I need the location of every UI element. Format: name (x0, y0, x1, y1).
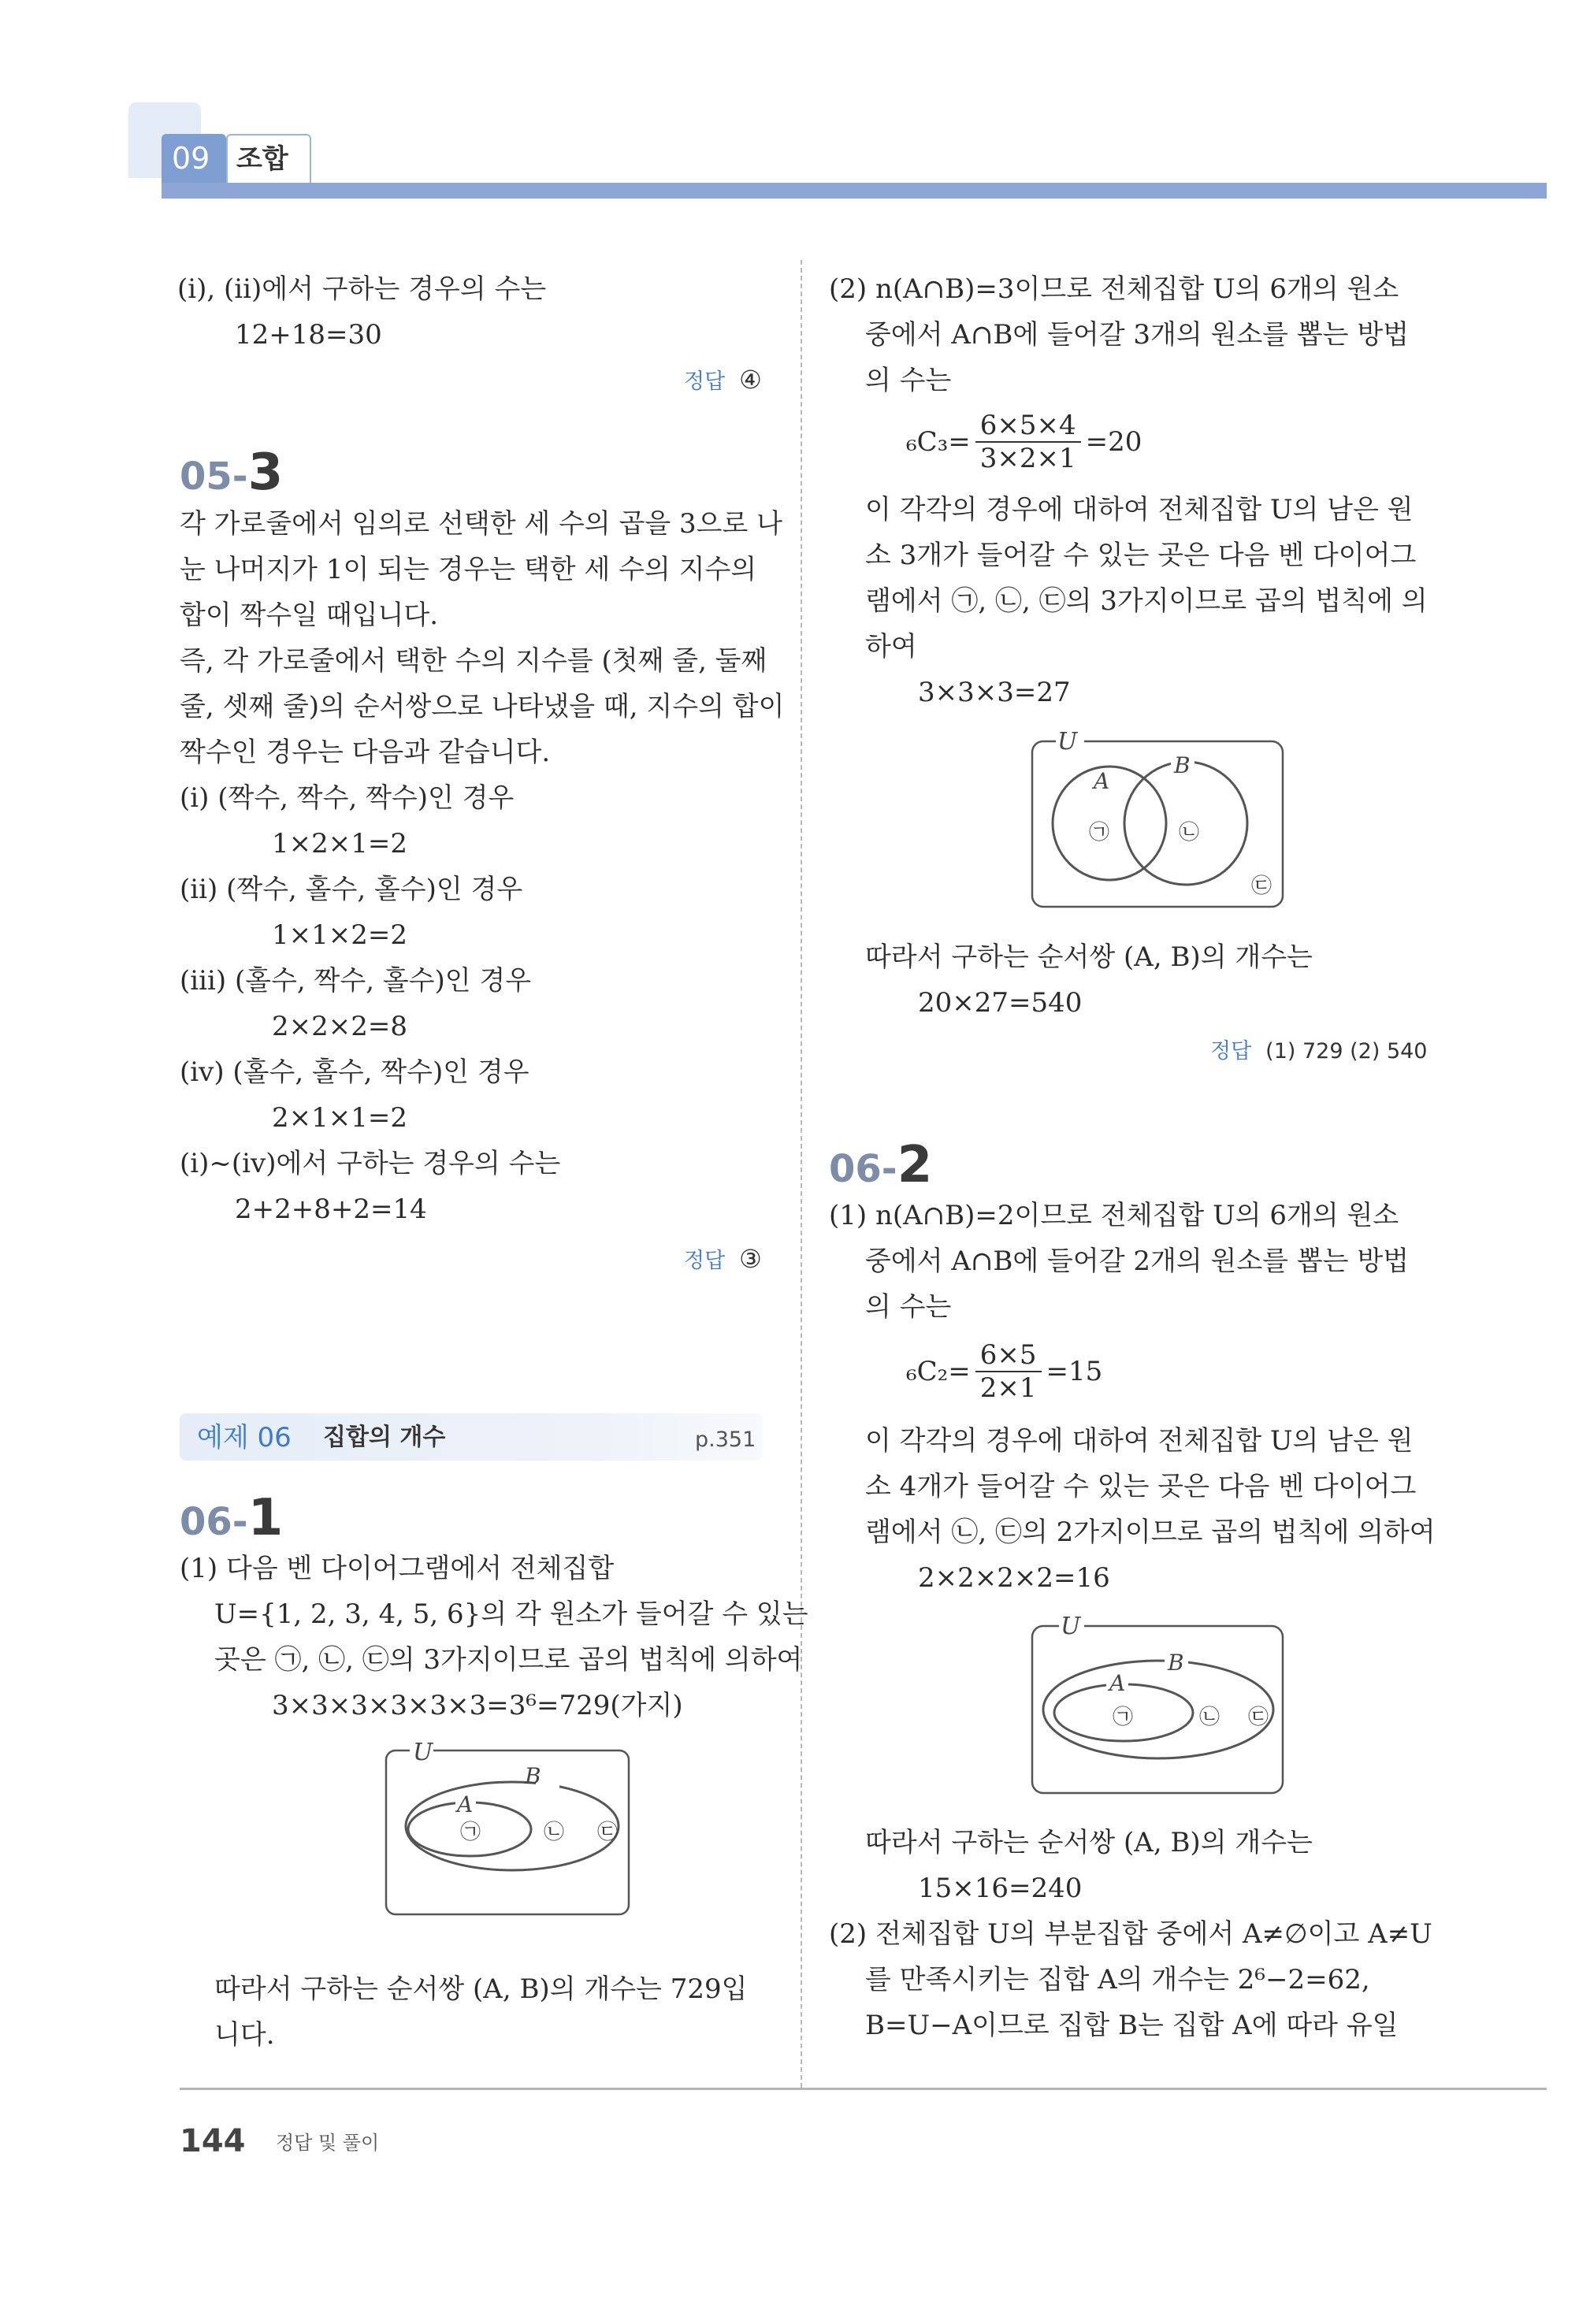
answer-label: 정답 (1210, 1039, 1252, 1064)
venn-label-a: A (1109, 1670, 1126, 1696)
section-prefix: 06- (829, 1147, 897, 1191)
fraction-denominator: 2×1 (979, 1372, 1037, 1404)
q1-expr: 3×3×3×3×3×3=3⁶=729(가지) (272, 1690, 683, 1721)
venn-label-b: B (1168, 1650, 1184, 1676)
header-bar (162, 183, 1547, 199)
venn-label-b: B (1174, 752, 1191, 778)
answer-1 (684, 364, 762, 395)
case-1-label: (ⅰ) (짝수, 짝수, 짝수)인 경우 (180, 782, 515, 814)
q2-end-expr: 20×27=540 (918, 987, 1083, 1019)
r1-expr: 2×2×2×2=16 (918, 1562, 1110, 1594)
q2-p-line-3: 램에서 ㉠, ㉡, ㉢의 3가지이므로 곱의 법칙에 의 (865, 585, 1428, 617)
q2-end-line: 따라서 구하는 순서쌍 (A, B)의 개수는 (865, 941, 1313, 973)
r1-p-line-1: 이 각각의 경우에 대하여 전체집합 U의 남은 원 (865, 1425, 1414, 1457)
section-number: 3 (247, 444, 284, 502)
q2-line-2: 중에서 A∩B에 들어갈 3개의 원소를 뽑는 방법 (865, 319, 1410, 351)
venn-diagram-2 (1024, 721, 1292, 918)
venn-label-b: B (525, 1763, 541, 1789)
example-tag: 예제 06 (197, 1422, 292, 1453)
fraction-numerator: 6×5 (975, 1339, 1042, 1372)
example-page-ref: p.351 (695, 1427, 756, 1452)
q2-p-line-2: 소 3개가 들어갈 수 있는 곳은 다음 벤 다이어그 (865, 540, 1417, 571)
sum-expr: 2+2+8+2=14 (235, 1194, 427, 1225)
chapter-title: 조합 (236, 143, 288, 175)
r1-p-line-3: 램에서 ㉡, ㉢의 2가지이므로 곱의 법칙에 의하여 (865, 1517, 1436, 1548)
combination-6c3 (906, 410, 1142, 474)
r1-end-expr: 15×16=240 (918, 1873, 1083, 1904)
q2-p-line-1: 이 각각의 경우에 대하여 전체집합 U의 남은 원 (865, 494, 1414, 525)
answer-label: 정답 (684, 369, 726, 394)
section-number: 1 (247, 1489, 284, 1547)
p2-line-1: 즉, 각 가로줄에서 택한 수의 지수를 (첫째 줄, 둘째 (180, 645, 767, 677)
q2-line-3: 의 수는 (865, 365, 952, 396)
case-3-expr: 2×2×2=8 (272, 1011, 407, 1042)
q2-p-line-4: 하여 (865, 631, 917, 663)
venn-diagram-3 (1024, 1607, 1292, 1804)
case-4-expr: 2×1×1=2 (272, 1102, 407, 1134)
venn-diagram-1 (378, 1733, 638, 1922)
case-4-label: (ⅳ) (홀수, 홀수, 짝수)인 경우 (180, 1056, 529, 1088)
left-top-expr: 12+18=30 (235, 319, 382, 351)
venn-region-2: ㉡ (544, 1821, 565, 1844)
chapter-number: 09 (172, 141, 210, 176)
fraction-numerator: 6×5×4 (975, 410, 1081, 443)
answer-value: (1) 729 (2) 540 (1265, 1039, 1428, 1064)
r1-line-1: (1) n(A∩B)=2이므로 전체집합 U의 6개의 원소 (829, 1200, 1399, 1231)
venn-label-a: A (457, 1791, 474, 1817)
r1-end-line: 따라서 구하는 순서쌍 (A, B)의 개수는 (865, 1827, 1313, 1858)
footer-section: 정답 및 풀이 (276, 2132, 380, 2154)
p1-line-2: 눈 나머지가 1이 되는 경우는 택한 세 수의 지수의 (180, 554, 757, 585)
venn-region-3: ㉢ (597, 1821, 619, 1844)
p2-line-3: 짝수인 경우는 다음과 같습니다. (180, 737, 551, 768)
column-divider (801, 260, 802, 2088)
q2-line-1: (2) n(A∩B)=3이므로 전체집합 U의 6개의 원소 (829, 273, 1399, 305)
combination-rhs: =15 (1046, 1356, 1103, 1387)
combination-rhs: =20 (1085, 426, 1142, 458)
venn-region-1: ㉠ (460, 1821, 481, 1844)
section-prefix: 06- (180, 1500, 248, 1544)
answer-value: ④ (739, 365, 762, 395)
q1-line-2: U={1, 2, 3, 4, 5, 6}의 각 원소가 들어갈 수 있는 (214, 1598, 808, 1630)
fraction (975, 1339, 1042, 1404)
venn-label-u: U (1061, 1613, 1081, 1640)
r2-line-2: 를 만족시키는 집합 A의 개수는 2⁶−2=62, (865, 1964, 1370, 1995)
combination-lhs: ₆C₃= (906, 426, 971, 458)
r2-line-1: (2) 전체집합 U의 부분집합 중에서 A≠∅이고 A≠U (829, 1918, 1432, 1950)
answer-3 (1210, 1034, 1427, 1064)
page-number: 144 (180, 2123, 246, 2159)
section-number: 2 (897, 1136, 933, 1194)
case-1-expr: 1×2×1=2 (272, 828, 407, 859)
answer-2 (684, 1243, 762, 1274)
venn-label-a: A (1094, 768, 1110, 794)
left-top-line: (ⅰ), (ⅱ)에서 구하는 경우의 수는 (177, 273, 547, 305)
fraction-denominator: 3×2×1 (979, 443, 1076, 474)
case-2-expr: 1×1×2=2 (272, 919, 407, 951)
venn-label-u: U (413, 1739, 433, 1766)
footer-rule (180, 2088, 1547, 2090)
sum-line: (ⅰ)~(ⅳ)에서 구하는 경우의 수는 (180, 1148, 561, 1179)
r1-p-line-2: 소 4개가 들어갈 수 있는 곳은 다음 벤 다이어그 (865, 1471, 1417, 1502)
section-06-2 (829, 1136, 932, 1194)
p1-line-1: 각 가로줄에서 임의로 선택한 세 수의 곱을 3으로 나 (180, 508, 782, 540)
r1-line-2: 중에서 A∩B에 들어갈 2개의 원소를 뽑는 방법 (865, 1246, 1410, 1277)
combination-6c2 (906, 1339, 1102, 1404)
section-prefix: 05- (180, 455, 248, 499)
section-06-1 (180, 1489, 283, 1547)
r1-line-3: 의 수는 (865, 1291, 952, 1323)
q1-end-line-1: 따라서 구하는 순서쌍 (A, B)의 개수는 729입 (214, 1973, 748, 2005)
answer-value: ③ (739, 1244, 762, 1274)
p2-line-2: 줄, 셋째 줄)의 순서쌍으로 나타냈을 때, 지수의 합이 (180, 691, 785, 722)
case-3-label: (ⅲ) (홀수, 짝수, 홀수)인 경우 (180, 965, 532, 997)
section-05-3 (180, 444, 283, 502)
example-title: 집합의 개수 (323, 1424, 446, 1451)
venn-label-u: U (1057, 728, 1078, 755)
q1-line-3: 곳은 ㉠, ㉡, ㉢의 3가지이므로 곱의 법칙에 의하여 (214, 1644, 803, 1676)
p1-line-3: 합이 짝수일 때입니다. (180, 600, 439, 631)
r2-line-3: B=U−A이므로 집합 B는 집합 A에 따라 유일 (865, 2010, 1399, 2041)
q1-line-1: (1) 다음 벤 다이어그램에서 전체집합 (180, 1553, 615, 1584)
venn-region-1: ㉠ (1089, 821, 1110, 845)
answer-label: 정답 (684, 1249, 726, 1273)
fraction (975, 410, 1081, 474)
venn-region-1: ㉠ (1113, 1706, 1134, 1729)
case-2-label: (ⅱ) (짝수, 홀수, 홀수)인 경우 (180, 874, 523, 905)
q1-end-line-2: 니다. (214, 2019, 275, 2051)
venn-region-3: ㉢ (1251, 874, 1272, 898)
venn-region-3: ㉢ (1248, 1706, 1269, 1729)
venn-region-2: ㉡ (1199, 1706, 1220, 1729)
q2-expr: 3×3×3=27 (918, 677, 1071, 708)
combination-lhs: ₆C₂= (906, 1356, 971, 1387)
venn-region-2: ㉡ (1179, 821, 1200, 845)
